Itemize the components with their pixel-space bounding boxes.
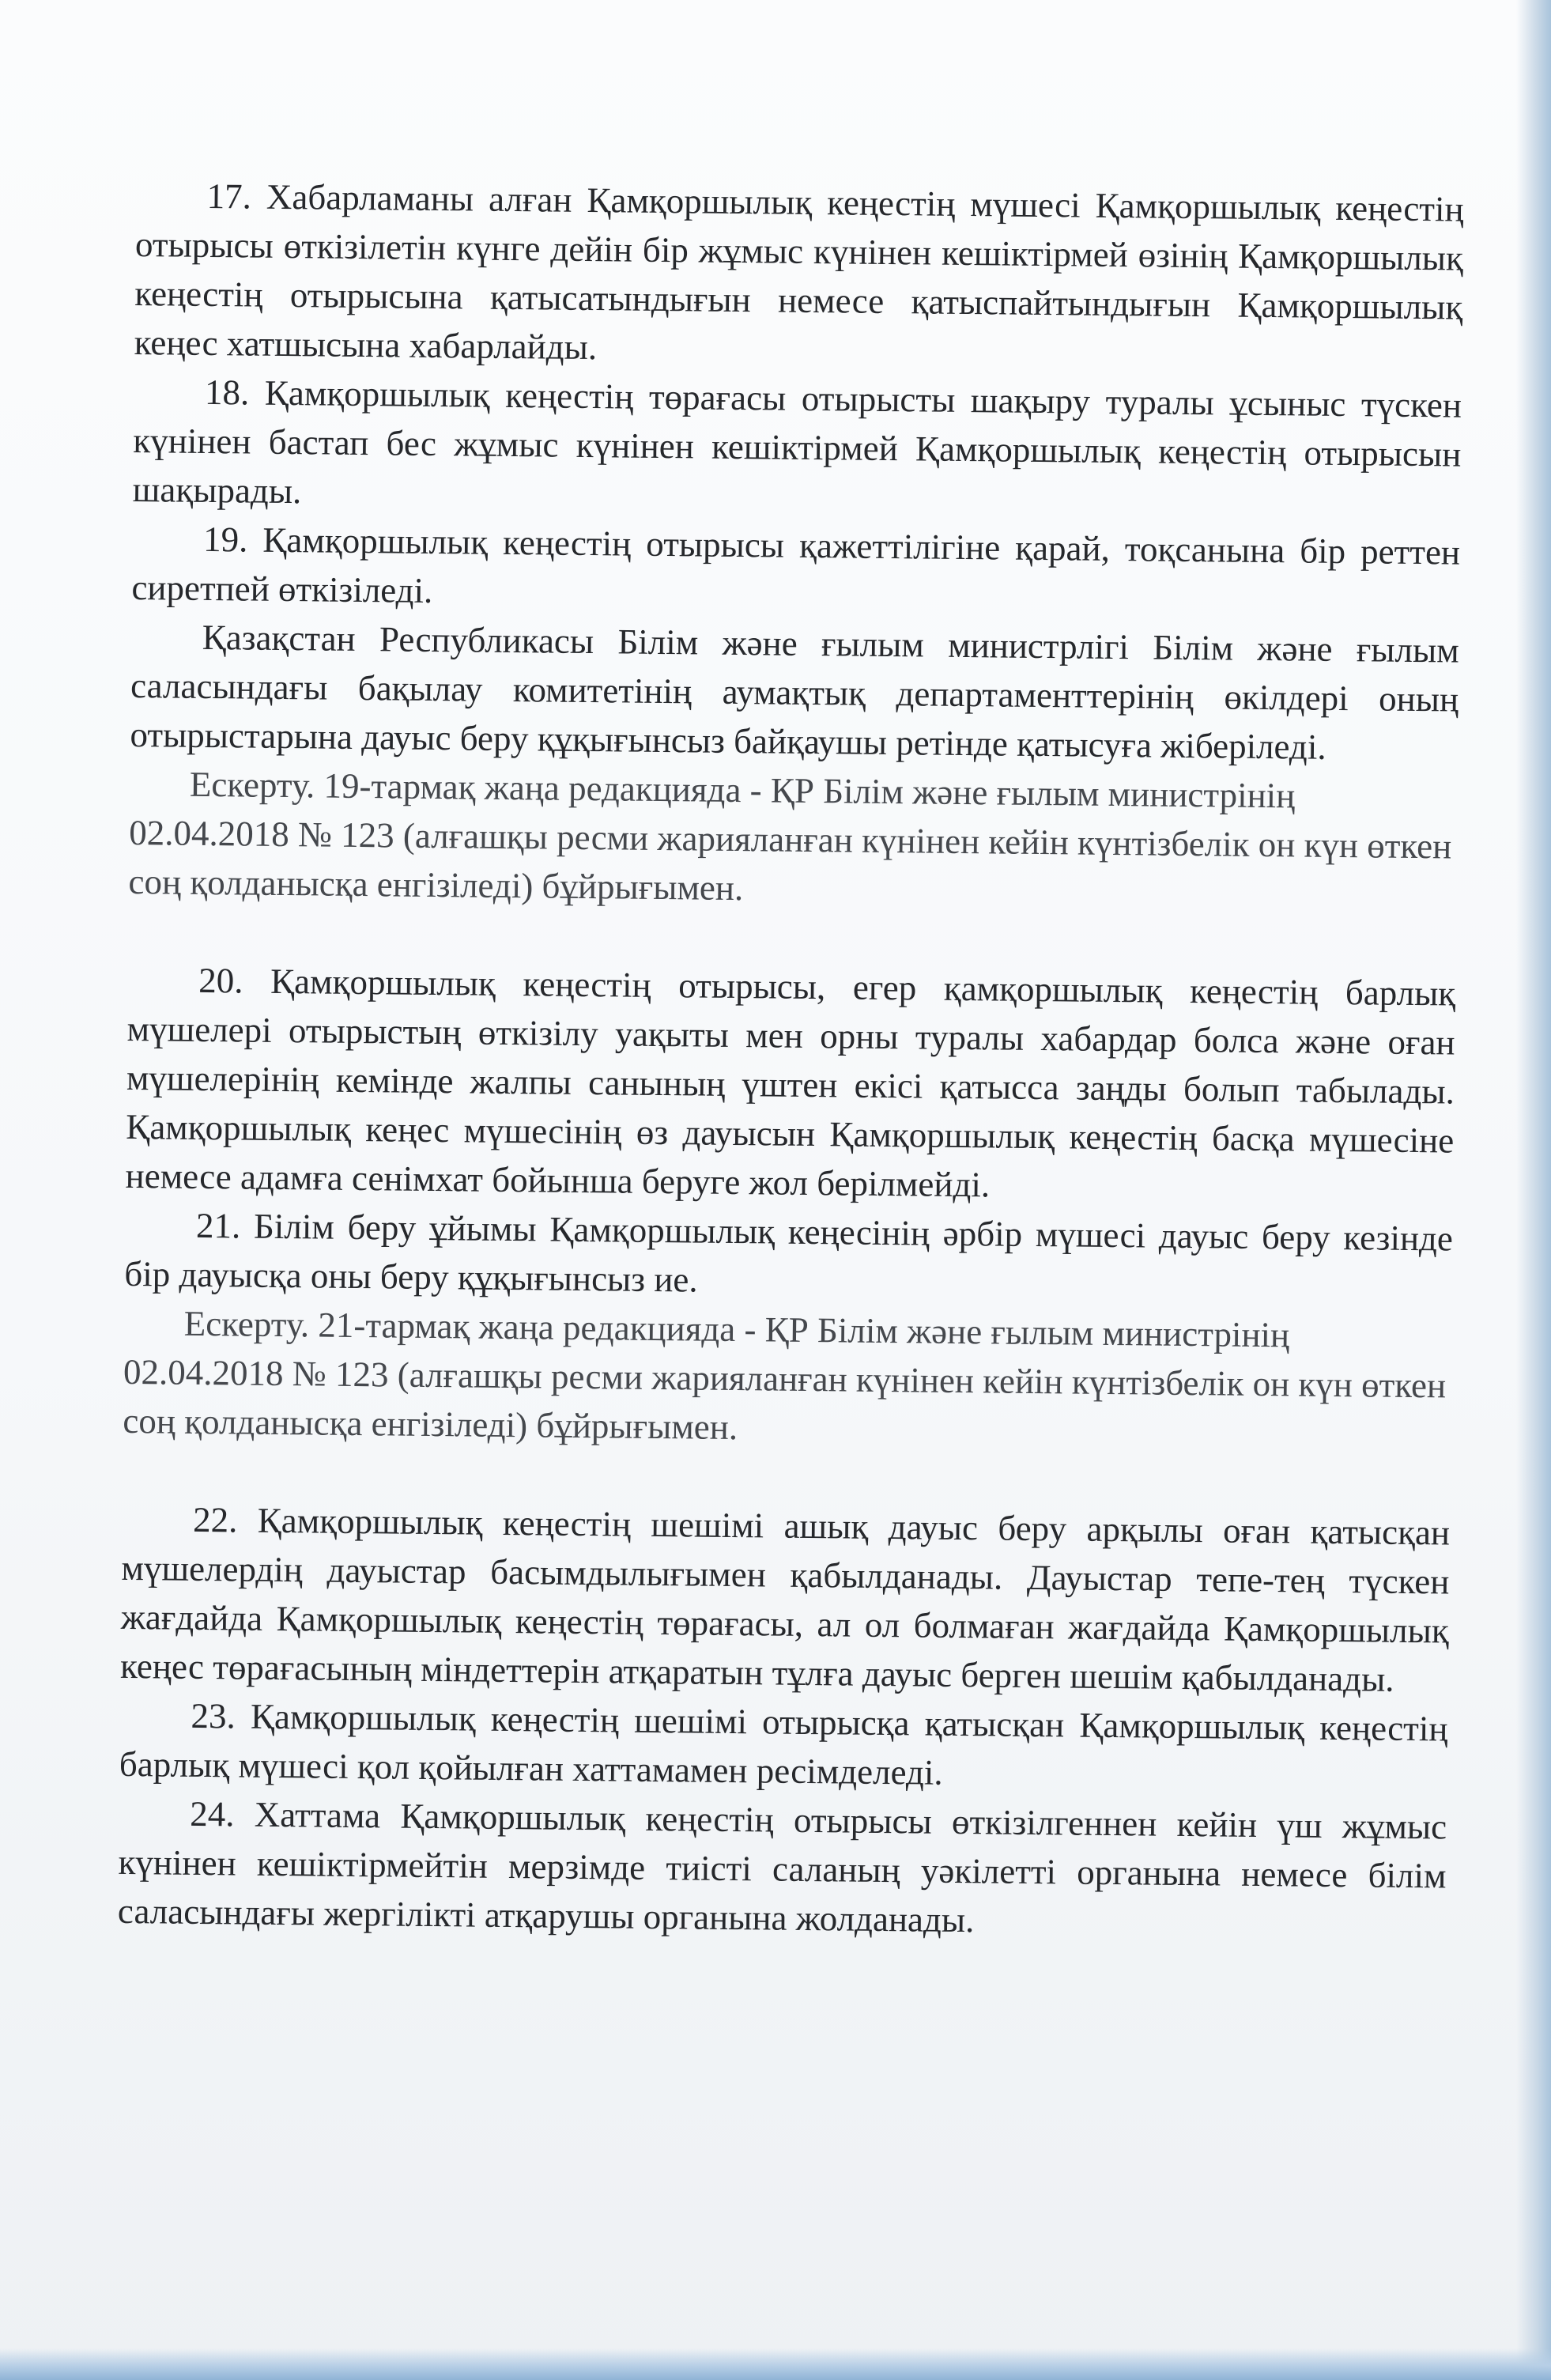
document-body xyxy=(118,171,1464,1949)
paragraph-23: 23. Қамқоршылық кеңестің шешімі отырысқа қатысқан Қамқоршылық кеңестің барлық мүшесі қол қойылған хаттамамен ресімделеді. xyxy=(119,1695,1448,1793)
paragraph-22: 22. Қамқоршылық кеңестің шешімі ашық дауыс беру арқылы оған қатысқан мүшелердің дауыстар басымдылығымен қабылданады. Дауыстар тепе-тең түскен жағдайда Қамқоршылық кеңестің төрағасы, ал ол болмаған жағдайда Қамқоршылық кеңес төрағасының міндеттерін атқаратын тұлға дауыс берген шешім қабылданады. xyxy=(119,1499,1451,1699)
paragraph-20: 20. Қамқоршылық кеңестің отырысы, егер қамқоршылық кеңестің барлық мүшелері отырыстың өткізілу уақыты мен орны туралы хабардар болса және оған мүшелерінің кемінде жалпы санының үштен екісі қатысса заңды болып табылады. Қамқоршылық кеңес мүшесінің өз дауысын Қамқоршылық кеңестің басқа мүшесіне немесе адамға сенімхат бойынша беруге жол берілмейді. xyxy=(125,960,1456,1205)
paragraph-24: 24. Хаттама Қамқоршылық кеңестің отырысы өткізілгеннен кейін үш жұмыс күнінен кешіктірмейтін мерзімде тиісті саланың уәкілетті органына немесе білім саласындағы жергілікті атқарушы органына жолданады. xyxy=(117,1793,1447,1940)
amendment-note-19: Ескерту. 19-тармақ жаңа редакцияда - ҚР Білім және ғылым министрінің 02.04.2018 № 123 (алғашқы ресми жарияланған күнінен кейін күнтізбелік он күн өткен соң қолданысқа енгізіледі) бұйрығымен. xyxy=(128,764,1452,909)
page-edge-shadow-bottom xyxy=(0,2348,1551,2380)
page-edge-shadow-right xyxy=(1516,0,1551,2380)
paragraph-19-observers: Қазақстан Республикасы Білім және ғылым министрлігі Білім және ғылым саласындағы бақылау комитетінің аумақтық департаменттерінің өкілдері оның отырыстарына дауыс беру құқығынсыз байқаушы ретінде қатысуға жіберіледі. xyxy=(130,617,1460,767)
paragraph-17: 17. Хабарламаны алған Қамқоршылық кеңестің мүшесі Қамқоршылық кеңестің отырысы өткізілетін күнге дейін бір жұмыс күнінен кешіктірмей өзінің Қамқоршылық кеңестің отырысына қатысатындығын немесе қатыспайтындығын Қамқоршылық кеңес хатшысына хабарлайды. xyxy=(134,176,1464,368)
paragraph-18: 18. Қамқоршылық кеңестің төрағасы отырысты шақыру туралы ұсыныс түскен күнінен бастап бес жұмыс күнінен кешіктірмей Қамқоршылық кеңестің отырысын шақырады. xyxy=(132,372,1462,512)
paragraph-21: 21. Білім беру ұйымы Қамқоршылық кеңесінің әрбір мүшесі дауыс беру кезінде бір дауысқа оны беру құқығынсыз ие. xyxy=(124,1205,1454,1300)
amendment-note-21: Ескерту. 21-тармақ жаңа редакцияда - ҚР Білім және ғылым министрінің 02.04.2018 № 123 (алғашқы ресми жарияланған күнінен кейін күнтізбелік он күн өткен соң қолданысқа енгізіледі) бұйрығымен. xyxy=(123,1303,1447,1448)
paragraph-19: 19. Қамқоршылық кеңестің отырысы қажеттілігіне қарай, тоқсанына бір реттен сиретпей өткізіледі. xyxy=(131,519,1461,610)
